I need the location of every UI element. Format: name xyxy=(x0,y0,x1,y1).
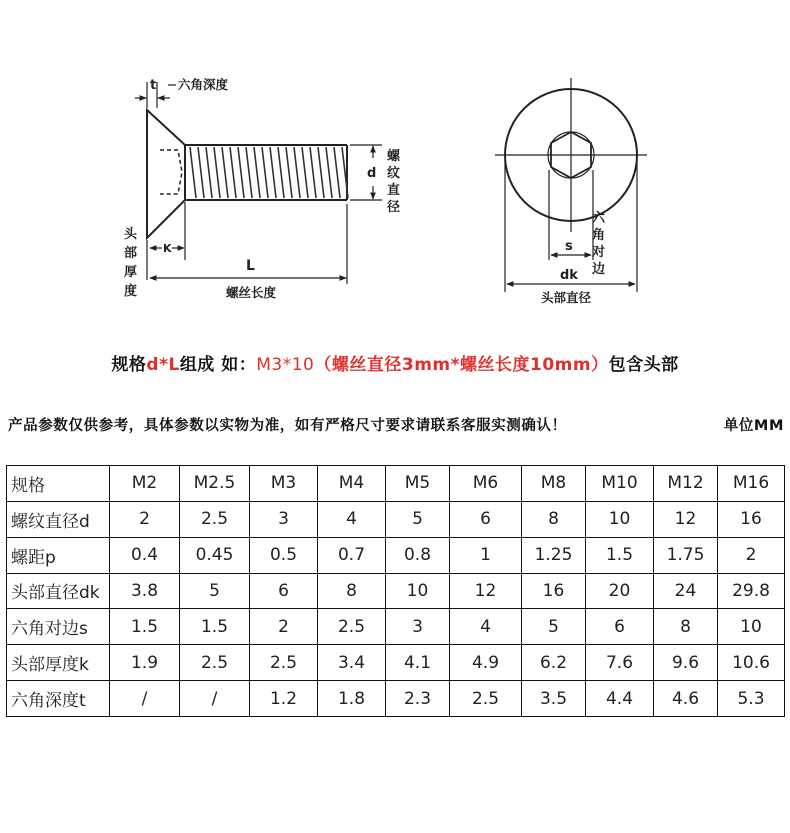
thread-line xyxy=(214,147,220,198)
table-cell: 1.5 xyxy=(180,609,250,645)
label-head-thickness xyxy=(124,226,138,299)
table-cell: 4.6 xyxy=(654,681,718,717)
table-cell: 29.8 xyxy=(718,573,785,609)
thread-line xyxy=(302,147,308,198)
table-cell: 1.5 xyxy=(586,537,654,573)
row-label: 六角深度t xyxy=(7,681,110,717)
label-t: t xyxy=(150,78,157,93)
label-head-diameter: 头部直径 xyxy=(541,290,592,305)
top-view-centerlines xyxy=(495,78,647,232)
table-cell: 2.5 xyxy=(318,609,386,645)
table-cell: 16 xyxy=(718,501,785,537)
title-prefix: 规格 xyxy=(111,355,147,375)
thread-line xyxy=(262,147,268,198)
svg-text:直: 直 xyxy=(387,183,401,198)
header-cell: M8 xyxy=(522,466,586,502)
table-cell: 2.5 xyxy=(450,681,522,717)
thread-line xyxy=(230,147,236,198)
table-cell: 4 xyxy=(450,609,522,645)
table-cell: 5 xyxy=(386,501,450,537)
table-cell: 1.9 xyxy=(110,645,180,681)
svg-text:六: 六 xyxy=(592,211,606,226)
table-cell: 2 xyxy=(250,609,318,645)
table-cell: 1.2 xyxy=(250,681,318,717)
thread-line xyxy=(206,147,212,198)
dimension-d xyxy=(350,145,382,200)
table-cell: 24 xyxy=(654,573,718,609)
table-cell: 10 xyxy=(386,573,450,609)
label-k: K xyxy=(163,242,172,255)
table-cell: 0.8 xyxy=(386,537,450,573)
label-thread-length: 螺丝长度 xyxy=(226,285,277,300)
table-cell: 2 xyxy=(718,537,785,573)
disclaimer-note xyxy=(8,414,784,435)
header-cell: M10 xyxy=(586,466,654,502)
table-cell: 3 xyxy=(250,501,318,537)
table-cell: 4.9 xyxy=(450,645,522,681)
table-row xyxy=(7,537,785,573)
table-cell: 1.8 xyxy=(318,681,386,717)
row-label: 六角对边s xyxy=(7,609,110,645)
table-row xyxy=(7,573,785,609)
thread-line xyxy=(254,147,260,198)
header-cell: M3 xyxy=(250,466,318,502)
svg-text:边: 边 xyxy=(592,262,606,277)
thread-line xyxy=(198,147,204,198)
table-cell: 2.3 xyxy=(386,681,450,717)
header-cell-spec: 规格 xyxy=(7,466,110,502)
table-cell: 0.5 xyxy=(250,537,318,573)
thread-line xyxy=(278,147,284,198)
note-text: 产品参数仅供参考，具体参数以实物为准，如有严格尺寸要求请联系客服实测确认！ xyxy=(8,418,567,434)
table-cell: 4 xyxy=(318,501,386,537)
table-cell: 9.6 xyxy=(654,645,718,681)
table-cell: 5 xyxy=(180,573,250,609)
label-thread-diameter xyxy=(386,148,401,215)
table-cell: / xyxy=(180,681,250,717)
label-d: d xyxy=(367,166,377,181)
thread-line xyxy=(318,147,324,198)
header-cell: M2.5 xyxy=(180,466,250,502)
table-row xyxy=(7,645,785,681)
row-label: 螺纹直径d xyxy=(7,501,110,537)
label-dk: dk xyxy=(560,268,578,283)
table-cell: 8 xyxy=(318,573,386,609)
svg-text:厚: 厚 xyxy=(124,265,138,280)
row-label: 螺距p xyxy=(7,537,110,573)
label-s: s xyxy=(565,239,573,254)
table-cell: 1.5 xyxy=(110,609,180,645)
table-cell: / xyxy=(110,681,180,717)
table-cell: 12 xyxy=(654,501,718,537)
table-cell: 6 xyxy=(586,609,654,645)
svg-text:螺: 螺 xyxy=(387,149,401,164)
thread-line xyxy=(310,147,316,198)
table-cell: 1.25 xyxy=(522,537,586,573)
thread-line xyxy=(246,147,252,198)
svg-text:对: 对 xyxy=(592,245,606,260)
table-cell: 6 xyxy=(450,501,522,537)
table-cell: 2.5 xyxy=(180,645,250,681)
table-cell: 1 xyxy=(450,537,522,573)
header-cell: M16 xyxy=(718,466,785,502)
thread-line xyxy=(222,147,228,198)
table-header-row xyxy=(7,466,785,502)
table-cell: 6.2 xyxy=(522,645,586,681)
row-label: 头部厚度k xyxy=(7,645,110,681)
table-cell: 20 xyxy=(586,573,654,609)
unit-label: 单位MM xyxy=(723,418,784,434)
label-L: L xyxy=(246,258,255,274)
label-hex-depth: 六角深度 xyxy=(178,77,229,92)
thread-line xyxy=(270,147,276,198)
thread-line xyxy=(286,147,292,198)
table-cell: 4.1 xyxy=(386,645,450,681)
table-cell: 10 xyxy=(586,501,654,537)
table-cell: 3.5 xyxy=(522,681,586,717)
screw-side-view xyxy=(147,110,347,238)
svg-text:纹: 纹 xyxy=(387,166,401,181)
svg-text:径: 径 xyxy=(387,200,401,215)
thread-line xyxy=(238,147,244,198)
header-cell: M4 xyxy=(318,466,386,502)
table-cell: 16 xyxy=(522,573,586,609)
header-cell: M6 xyxy=(450,466,522,502)
table-cell: 0.4 xyxy=(110,537,180,573)
table-cell: 0.45 xyxy=(180,537,250,573)
table-cell: 4.4 xyxy=(586,681,654,717)
table-cell: 8 xyxy=(654,609,718,645)
table-cell: 12 xyxy=(450,573,522,609)
table-cell: 2 xyxy=(110,501,180,537)
svg-text:头: 头 xyxy=(124,227,138,242)
title-suffix: 包含头部 xyxy=(608,355,679,375)
header-cell: M5 xyxy=(386,466,450,502)
header-cell: M2 xyxy=(110,466,180,502)
thread-line xyxy=(326,147,332,198)
spec-table xyxy=(6,465,785,717)
screw-technical-drawing xyxy=(0,0,790,320)
table-cell: 5 xyxy=(522,609,586,645)
table-cell: 0.7 xyxy=(318,537,386,573)
table-cell: 7.6 xyxy=(586,645,654,681)
screw-threads xyxy=(190,147,348,198)
table-row xyxy=(7,501,785,537)
table-cell: 3.8 xyxy=(110,573,180,609)
table-cell: 6 xyxy=(250,573,318,609)
svg-text:度: 度 xyxy=(124,284,138,299)
table-cell: 10 xyxy=(718,609,785,645)
header-cell: M12 xyxy=(654,466,718,502)
table-cell: 8 xyxy=(522,501,586,537)
title-formula: d*L xyxy=(146,355,180,375)
table-cell: 2.5 xyxy=(250,645,318,681)
title-middle: 组成 如： xyxy=(179,355,257,375)
table-row xyxy=(7,681,785,717)
table-cell: 3 xyxy=(386,609,450,645)
row-label: 头部直径dk xyxy=(7,573,110,609)
table-cell: 1.75 xyxy=(654,537,718,573)
thread-line xyxy=(294,147,300,198)
table-cell: 5.3 xyxy=(718,681,785,717)
table-cell: 2.5 xyxy=(180,501,250,537)
table-row xyxy=(7,609,785,645)
spec-title xyxy=(0,350,790,375)
thread-line xyxy=(190,147,196,198)
thread-line xyxy=(334,147,340,198)
svg-text:部: 部 xyxy=(124,246,138,261)
table-cell: 10.6 xyxy=(718,645,785,681)
title-example-detail: （螺丝直径3mm*螺丝长度10mm） xyxy=(314,355,609,375)
table-cell: 3.4 xyxy=(318,645,386,681)
title-example-code: M3*10 xyxy=(256,355,315,375)
svg-text:角: 角 xyxy=(592,228,606,243)
